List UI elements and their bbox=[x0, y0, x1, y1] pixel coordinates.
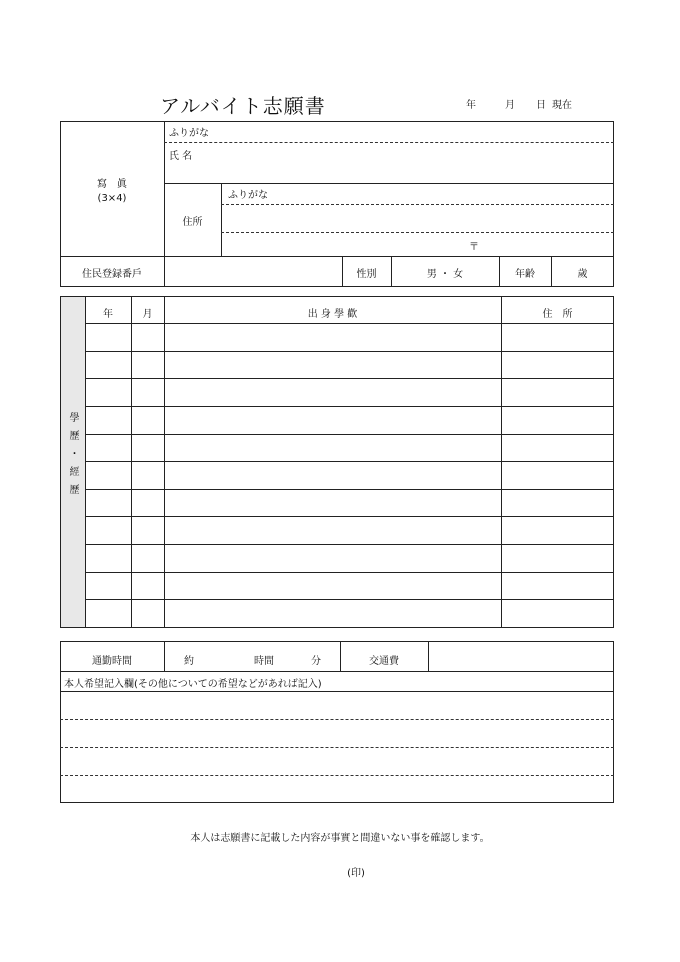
history-detail-cell[interactable] bbox=[166, 353, 499, 377]
photo-label: 寫 眞 bbox=[97, 179, 127, 190]
gender-options[interactable]: 男 ・ 女 bbox=[426, 269, 464, 280]
commute-minutes-label: 分 bbox=[311, 656, 321, 667]
history-address-cell[interactable] bbox=[503, 491, 612, 515]
history-row-line bbox=[85, 599, 614, 600]
history-month-cell[interactable] bbox=[133, 436, 162, 460]
history-address-cell[interactable] bbox=[503, 463, 612, 487]
history-month-cell[interactable] bbox=[133, 353, 162, 377]
name-label: 氏 名 bbox=[169, 151, 193, 162]
gender-label: 性別 bbox=[356, 269, 377, 280]
history-detail-cell[interactable] bbox=[166, 463, 499, 487]
history-month-cell[interactable] bbox=[133, 408, 162, 432]
address-divider bbox=[221, 183, 222, 256]
commute-div-3 bbox=[428, 641, 429, 671]
registry-label: 住民登録番戶 bbox=[82, 269, 142, 280]
commute-hours-field[interactable] bbox=[200, 644, 248, 668]
history-detail-cell[interactable] bbox=[166, 574, 499, 598]
history-month-cell[interactable] bbox=[133, 601, 162, 625]
history-col-year: 年 bbox=[103, 309, 113, 320]
history-year-cell[interactable] bbox=[87, 463, 129, 487]
address-field[interactable] bbox=[225, 206, 610, 230]
date-year-label: 年 bbox=[466, 100, 476, 111]
history-detail-cell[interactable] bbox=[166, 325, 499, 349]
history-row-line bbox=[85, 434, 614, 435]
history-row-line bbox=[85, 544, 614, 545]
history-row-line bbox=[85, 489, 614, 490]
history-col-detail: 出 身 學 歡 bbox=[307, 309, 358, 320]
date-month-label: 月 bbox=[505, 100, 515, 111]
request-field[interactable] bbox=[62, 693, 612, 801]
history-year-cell[interactable] bbox=[87, 574, 129, 598]
form-title: アルバイト志願書 bbox=[160, 94, 326, 118]
address-line-1 bbox=[221, 204, 614, 205]
history-month-cell[interactable] bbox=[133, 574, 162, 598]
history-year-cell[interactable] bbox=[87, 601, 129, 625]
declaration-text: 本人は志願書に記載した内容が事實と間違いない事を確認します。 bbox=[190, 833, 490, 844]
address-furigana-field[interactable] bbox=[270, 186, 610, 203]
age-unit-label[interactable]: 歲 bbox=[577, 269, 588, 280]
history-row-line bbox=[85, 351, 614, 352]
history-year-cell[interactable] bbox=[87, 408, 129, 432]
history-detail-cell[interactable] bbox=[166, 491, 499, 515]
history-address-cell[interactable] bbox=[503, 546, 612, 570]
age-label: 年齢 bbox=[515, 269, 535, 280]
history-side-label: 學歷・經歷 bbox=[67, 412, 78, 502]
request-label: 本人希望記入欄(その他についての希望などがあれば記入) bbox=[64, 679, 322, 690]
name-furigana-field[interactable] bbox=[210, 124, 610, 141]
history-year-cell[interactable] bbox=[87, 436, 129, 460]
commute-minutes-field[interactable] bbox=[284, 644, 308, 668]
history-detail-cell[interactable] bbox=[166, 518, 499, 542]
history-row-line bbox=[85, 461, 614, 462]
history-col-line-1 bbox=[85, 296, 86, 628]
history-year-cell[interactable] bbox=[87, 518, 129, 542]
name-furigana-divider bbox=[164, 142, 614, 143]
registry-row-top bbox=[60, 256, 614, 257]
history-address-cell[interactable] bbox=[503, 518, 612, 542]
request-top-line bbox=[60, 671, 614, 672]
history-month-cell[interactable] bbox=[133, 325, 162, 349]
address-line-2 bbox=[221, 232, 614, 233]
date-suffix-label: 現在 bbox=[552, 100, 572, 111]
history-row-line bbox=[85, 378, 614, 379]
history-year-cell[interactable] bbox=[87, 353, 129, 377]
history-month-cell[interactable] bbox=[133, 518, 162, 542]
history-row-line bbox=[85, 516, 614, 517]
history-col-month: 月 bbox=[142, 309, 153, 320]
commute-approx: 約 bbox=[184, 656, 194, 667]
request-label-line bbox=[60, 691, 614, 692]
fare-label: 交通費 bbox=[369, 656, 399, 667]
history-col-line-4 bbox=[501, 296, 502, 628]
history-month-cell[interactable] bbox=[133, 380, 162, 404]
history-month-cell[interactable] bbox=[133, 463, 162, 487]
history-address-cell[interactable] bbox=[503, 353, 612, 377]
history-address-cell[interactable] bbox=[503, 408, 612, 432]
history-detail-cell[interactable] bbox=[166, 408, 499, 432]
postal-code-field[interactable] bbox=[482, 234, 610, 254]
history-col-line-2 bbox=[131, 296, 132, 628]
history-year-cell[interactable] bbox=[87, 380, 129, 404]
history-detail-cell[interactable] bbox=[166, 436, 499, 460]
postal-mark: 〒 bbox=[469, 242, 479, 253]
registry-div-1 bbox=[164, 256, 165, 287]
history-address-cell[interactable] bbox=[503, 601, 612, 625]
history-col-address: 住 所 bbox=[542, 309, 573, 320]
address-label: 住所 bbox=[182, 217, 203, 228]
history-year-cell[interactable] bbox=[87, 325, 129, 349]
history-row-line bbox=[85, 323, 614, 324]
history-address-cell[interactable] bbox=[503, 325, 612, 349]
address-furigana-label: ふりがな bbox=[228, 190, 268, 201]
history-detail-cell[interactable] bbox=[166, 546, 499, 570]
history-detail-cell[interactable] bbox=[166, 601, 499, 625]
name-furigana-label: ふりがな bbox=[169, 128, 209, 139]
history-month-cell[interactable] bbox=[133, 546, 162, 570]
history-address-cell[interactable] bbox=[503, 436, 612, 460]
fare-field[interactable] bbox=[430, 643, 612, 669]
seal-mark[interactable]: (印) bbox=[347, 868, 365, 879]
name-field[interactable] bbox=[210, 144, 610, 182]
history-col-line-3 bbox=[164, 296, 165, 628]
history-detail-cell[interactable] bbox=[166, 380, 499, 404]
commute-div-1 bbox=[164, 641, 165, 671]
commute-hours-label: 時間 bbox=[254, 656, 274, 667]
registry-number-field[interactable] bbox=[166, 258, 340, 285]
history-row-line bbox=[85, 406, 614, 407]
history-month-cell[interactable] bbox=[133, 491, 162, 515]
history-row-line bbox=[85, 572, 614, 573]
history-address-cell[interactable] bbox=[503, 380, 612, 404]
history-year-cell[interactable] bbox=[87, 491, 129, 515]
date-day-label: 日 bbox=[536, 100, 546, 111]
name-bottom-line bbox=[164, 183, 614, 184]
history-address-cell[interactable] bbox=[503, 574, 612, 598]
history-year-cell[interactable] bbox=[87, 546, 129, 570]
commute-label: 通勤時間 bbox=[92, 656, 132, 667]
photo-size-label: (3×4) bbox=[97, 193, 127, 204]
